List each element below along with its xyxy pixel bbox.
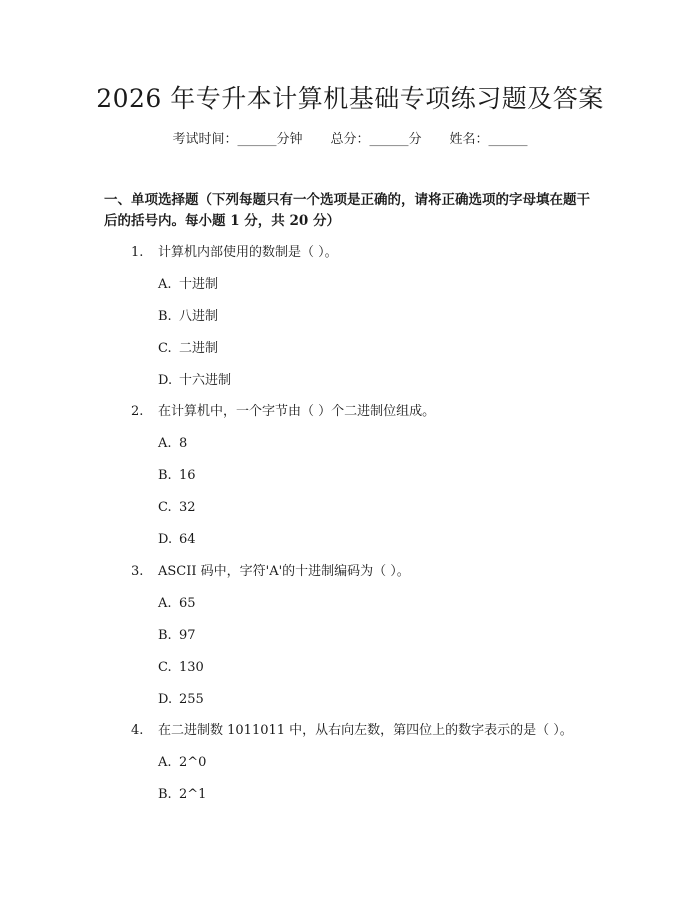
option-text: 八进制 bbox=[179, 309, 219, 324]
option-text: 十进制 bbox=[179, 277, 219, 292]
answer-option bbox=[158, 340, 218, 358]
answer-option bbox=[158, 691, 204, 709]
option-letter: B. bbox=[158, 309, 172, 324]
exam-time-field: 考试时间：______分钟 bbox=[172, 132, 303, 147]
option-letter: B. bbox=[158, 787, 172, 802]
answer-option bbox=[158, 659, 204, 677]
question-number: 3. bbox=[131, 564, 144, 579]
answer-option bbox=[158, 595, 196, 613]
answer-option bbox=[158, 467, 196, 485]
option-letter: D. bbox=[158, 373, 173, 388]
answer-option bbox=[158, 435, 187, 453]
question-number: 1. bbox=[131, 245, 144, 260]
section-heading: 一、单项选择题（下列每题只有一个选项是正确的，请将正确选项的字母填在题干后的括号内。每小题 1 分，共 20 分） bbox=[104, 192, 590, 229]
option-letter: A. bbox=[158, 755, 172, 770]
question-number: 4. bbox=[131, 723, 144, 738]
option-text: 二进制 bbox=[179, 341, 219, 356]
question-stem bbox=[131, 403, 435, 421]
option-text: 130 bbox=[179, 660, 204, 675]
option-letter: B. bbox=[158, 468, 172, 483]
question-number: 2. bbox=[131, 404, 144, 419]
option-text: 32 bbox=[179, 500, 196, 515]
option-text: 2^0 bbox=[179, 755, 207, 770]
option-letter: B. bbox=[158, 628, 172, 643]
student-name-field: 姓名：______ bbox=[449, 132, 528, 147]
option-letter: D. bbox=[158, 692, 173, 707]
option-text: 16 bbox=[179, 468, 196, 483]
question-text: 在二进制数 1011011 中，从右向左数，第四位上的数字表示的是（ ）。 bbox=[158, 723, 573, 738]
option-text: 64 bbox=[179, 532, 196, 547]
answer-option bbox=[158, 786, 206, 804]
exam-meta bbox=[0, 131, 700, 149]
option-letter: C. bbox=[158, 341, 172, 356]
answer-option bbox=[158, 308, 218, 326]
question-stem bbox=[131, 244, 338, 262]
question-text: 计算机内部使用的数制是（ ）。 bbox=[158, 245, 338, 260]
page-title: 2026 年专升本计算机基础专项练习题及答案 bbox=[96, 84, 604, 113]
option-text: 65 bbox=[179, 596, 196, 611]
total-score-field: 总分：______分 bbox=[330, 132, 422, 147]
option-text: 97 bbox=[179, 628, 196, 643]
answer-option bbox=[158, 276, 218, 294]
question-text: ASCII 码中，字符'A'的十进制编码为（ ）。 bbox=[158, 564, 410, 579]
option-letter: A. bbox=[158, 277, 172, 292]
option-text: 255 bbox=[179, 692, 204, 707]
option-letter: A. bbox=[158, 596, 172, 611]
option-text: 十六进制 bbox=[179, 373, 232, 388]
question-stem bbox=[131, 722, 573, 740]
answer-option bbox=[158, 627, 196, 645]
question-text: 在计算机中，一个字节由（ ）个二进制位组成。 bbox=[158, 404, 436, 419]
option-letter: D. bbox=[158, 532, 173, 547]
answer-option bbox=[158, 754, 206, 772]
option-text: 2^1 bbox=[179, 787, 207, 802]
option-letter: C. bbox=[158, 660, 172, 675]
answer-option bbox=[158, 372, 231, 390]
answer-option bbox=[158, 499, 196, 517]
option-letter: A. bbox=[158, 436, 172, 451]
option-letter: C. bbox=[158, 500, 172, 515]
question-stem bbox=[131, 563, 410, 581]
answer-option bbox=[158, 531, 196, 549]
option-text: 8 bbox=[179, 436, 188, 451]
